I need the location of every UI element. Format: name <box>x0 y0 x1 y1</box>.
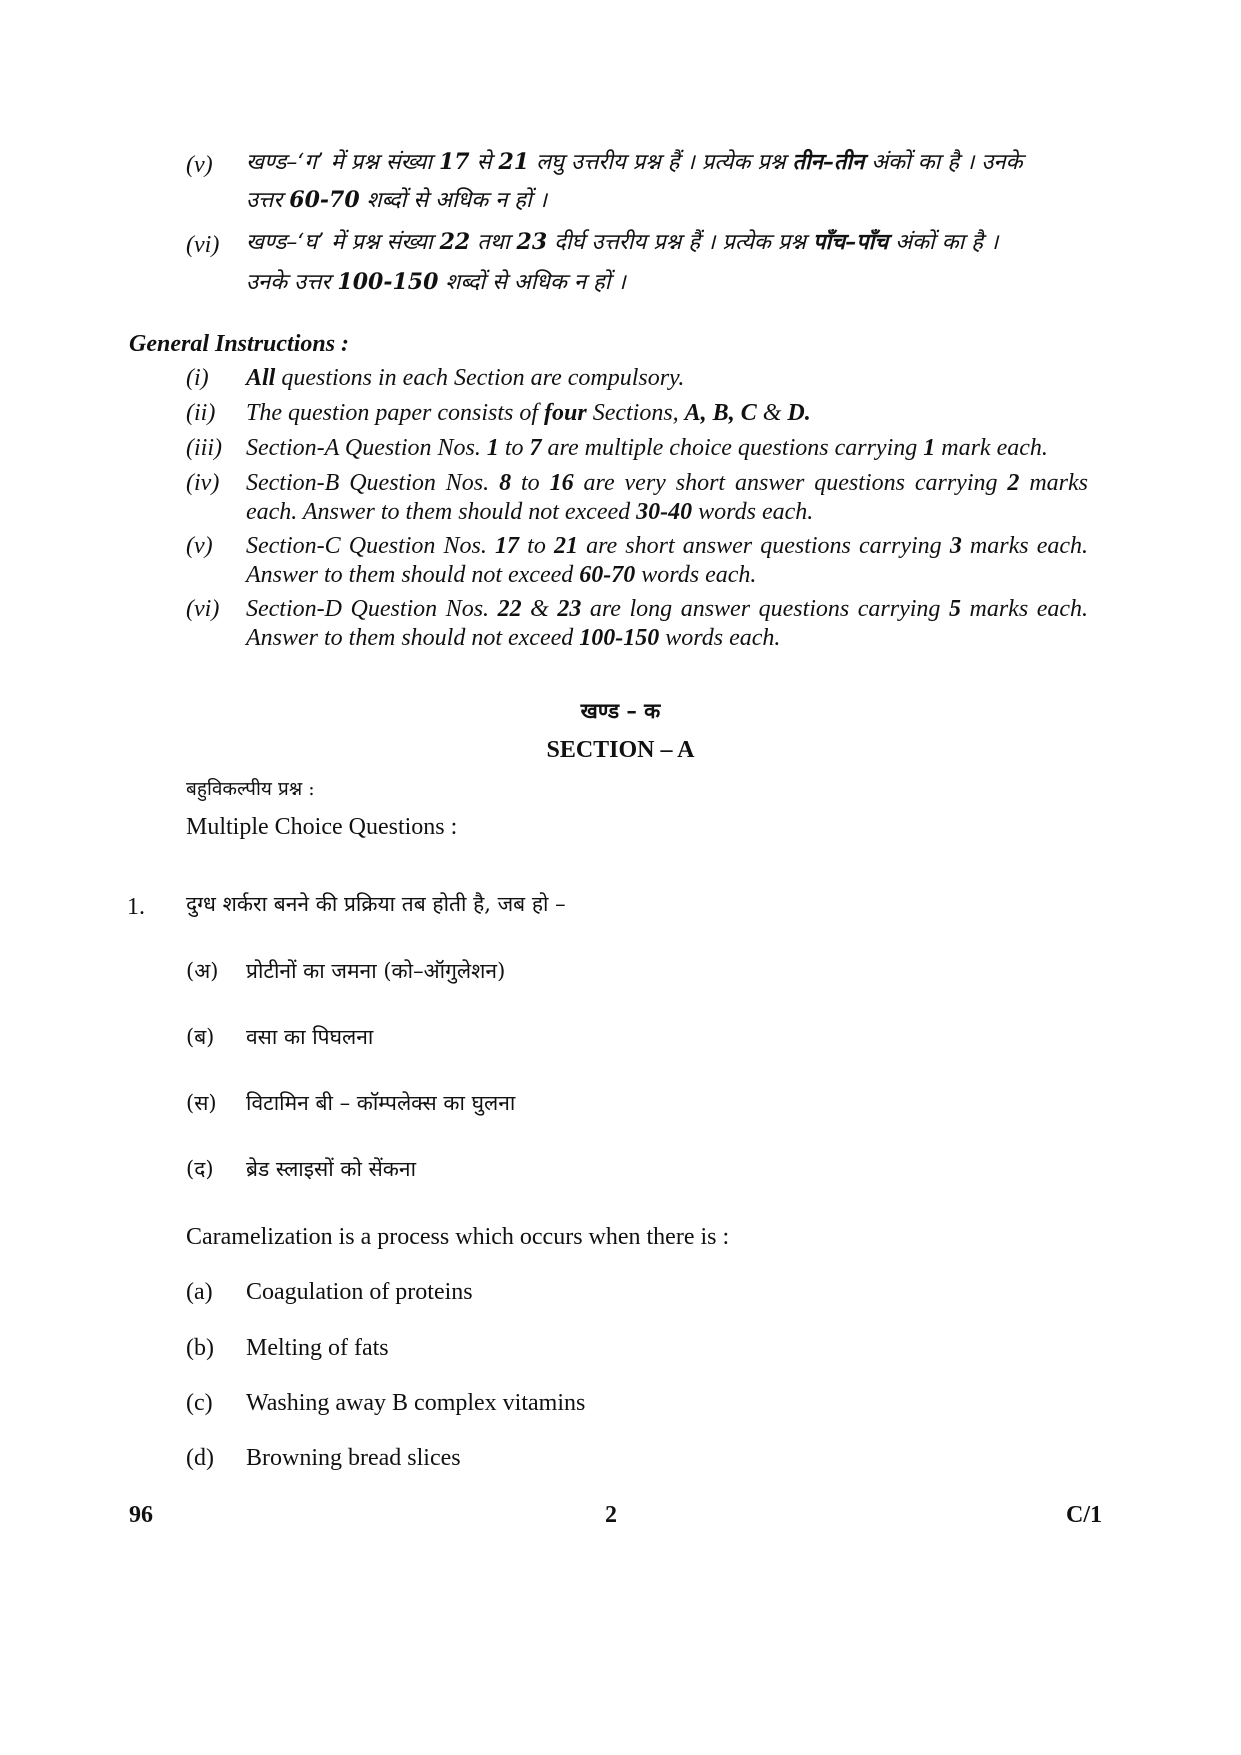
option-text: वसा का पिघलना <box>246 1025 374 1049</box>
text-run: D. <box>787 400 811 426</box>
text-run: questions in each Section are compulsory. <box>275 365 685 391</box>
text-run: Sections, <box>586 400 685 426</box>
option-text: Coagulation of proteins <box>246 1279 473 1305</box>
instruction-number: (iii) <box>186 435 222 461</box>
section-hindi-title: खण्ड – क <box>580 698 661 723</box>
instruction-text <box>246 469 1088 527</box>
text-run: The question paper consists of <box>246 400 544 426</box>
text-run: 1 <box>486 435 499 461</box>
instruction-text <box>246 434 1126 463</box>
instruction-text <box>246 399 1088 428</box>
text-run: Section-A Question Nos. <box>246 435 487 461</box>
text-run: 21 <box>553 533 578 559</box>
text-run: marks each. Answer to them should not exceed <box>246 596 1089 651</box>
text-run: to <box>498 435 530 461</box>
option-text: ब्रेड स्लाइसों को सेंकना <box>246 1157 417 1181</box>
text-run: to <box>519 533 554 559</box>
hindi-instruction-line <box>246 181 1106 220</box>
text-run: 7 <box>529 435 542 461</box>
section-english-subtitle: Multiple Choice Questions : <box>186 814 458 840</box>
text-run: to <box>511 470 550 496</box>
text-fragment: पाँच–पाँच <box>812 229 889 255</box>
text-fragment: दीर्घ उत्तरीय प्रश्न हैं । प्रत्येक प्रश्न <box>554 230 806 255</box>
text-run: are very short answer questions carrying <box>573 470 1008 496</box>
text-fragment: शब्दों से अधिक न हों । <box>445 270 626 295</box>
question-hindi-text: दुग्ध शर्करा बनने की प्रक्रिया तब होती है, जब हो – <box>186 892 566 916</box>
text-fragment: उत्तर <box>246 188 283 213</box>
text-run: 17 <box>495 533 520 559</box>
text-run: 5 <box>948 596 961 622</box>
option-text: विटामिन बी – कॉम्पलेक्स का घुलना <box>246 1091 516 1115</box>
text-fragment: तीन–तीन <box>792 149 865 175</box>
option-text: Washing away B complex vitamins <box>246 1390 586 1416</box>
section-hindi-subtitle: बहुविकल्पीय प्रश्न : <box>186 778 315 800</box>
text-run: 8 <box>499 470 512 496</box>
option-text: Browning bread slices <box>246 1445 461 1471</box>
option-label: (d) <box>186 1445 214 1471</box>
text-run: mark each. <box>935 435 1048 461</box>
text-run: 2 <box>1007 470 1020 496</box>
text-run: Section-B Question Nos. <box>246 470 500 496</box>
text-run: 23 <box>557 596 582 622</box>
option-text: प्रोटीनों का जमना (को–ऑगुलेशन) <box>246 959 506 983</box>
hindi-instruction-line <box>246 143 1106 182</box>
text-fragment: 100-150 <box>337 269 439 295</box>
option-text: Melting of fats <box>246 1335 389 1361</box>
text-fragment: खण्ड–‘घ’ में प्रश्न संख्या <box>246 230 433 255</box>
instruction-number: (ii) <box>186 400 216 426</box>
text-run: four <box>544 400 587 426</box>
text-run: words each. <box>635 562 757 588</box>
text-run: words each. <box>659 625 781 651</box>
question-number: 1. <box>127 894 145 920</box>
text-run: Section-C Question Nos. <box>246 533 496 559</box>
general-instructions-heading: General Instructions : <box>129 331 350 357</box>
question-english-text: Caramelization is a process which occurs when there is : <box>186 1224 730 1250</box>
option-label: (b) <box>186 1335 214 1361</box>
text-run: are short answer questions carrying <box>577 533 950 559</box>
instruction-number: (iv) <box>186 470 220 496</box>
footer-set-code: C/1 <box>1066 1502 1102 1528</box>
text-run: 16 <box>549 470 574 496</box>
text-run: 100-150 <box>579 625 660 651</box>
instruction-number: (vi) <box>186 596 220 622</box>
text-run: 30-40 <box>636 499 693 525</box>
text-run: All <box>246 365 276 391</box>
text-fragment: से <box>476 150 492 175</box>
text-run: 1 <box>923 435 936 461</box>
text-run: marks each. Answer to them should not exceed <box>246 533 1089 588</box>
text-fragment: 17 <box>439 149 470 175</box>
text-fragment: 60-70 <box>289 187 360 213</box>
text-run: marks each. Answer to them should not exceed <box>246 470 1089 525</box>
text-fragment: लघु उत्तरीय प्रश्न हैं । प्रत्येक प्रश्न <box>536 150 786 175</box>
hindi-instruction-line <box>246 223 1106 262</box>
footer-page-number: 2 <box>605 1502 617 1528</box>
option-label: (a) <box>186 1279 213 1305</box>
instruction-number: (i) <box>186 365 209 391</box>
text-fragment: उनके उत्तर <box>246 270 331 295</box>
text-run: words each. <box>692 499 814 525</box>
option-label: (ब) <box>186 1025 215 1049</box>
text-fragment: शब्दों से अधिक न हों । <box>366 188 548 213</box>
footer-page-code: 96 <box>129 1502 153 1528</box>
hindi-instruction-number: (vi) <box>186 232 220 258</box>
text-fragment: अंकों का है । <box>895 230 999 255</box>
text-run: 60-70 <box>579 562 636 588</box>
option-label: (c) <box>186 1390 213 1416</box>
text-fragment: 21 <box>498 149 530 175</box>
option-label: (द) <box>186 1157 214 1181</box>
instruction-text <box>246 364 1088 393</box>
text-run: are long answer questions carrying <box>581 596 949 622</box>
option-label: (स) <box>186 1091 217 1115</box>
option-label: (अ) <box>186 959 219 983</box>
text-run: are multiple choice questions carrying <box>541 435 924 461</box>
text-run: Section-D Question Nos. <box>246 596 498 622</box>
text-run: & <box>756 400 788 426</box>
text-fragment: खण्ड–‘ग’ में प्रश्न संख्या <box>246 150 432 175</box>
text-run: 22 <box>497 596 522 622</box>
text-run: 3 <box>949 533 962 559</box>
instruction-text <box>246 595 1088 653</box>
instruction-number: (v) <box>186 533 213 559</box>
text-run: A, B, C <box>684 400 757 426</box>
instruction-text <box>246 532 1088 590</box>
text-run: & <box>521 596 558 622</box>
text-fragment: 23 <box>516 229 548 255</box>
hindi-instruction-line <box>246 263 1106 302</box>
text-fragment: अंकों का है । उनके <box>871 150 1023 175</box>
section-english-title: SECTION – A <box>546 737 695 763</box>
hindi-instruction-number: (v) <box>186 152 213 178</box>
text-fragment: तथा <box>477 230 510 255</box>
text-fragment: 22 <box>439 229 471 255</box>
